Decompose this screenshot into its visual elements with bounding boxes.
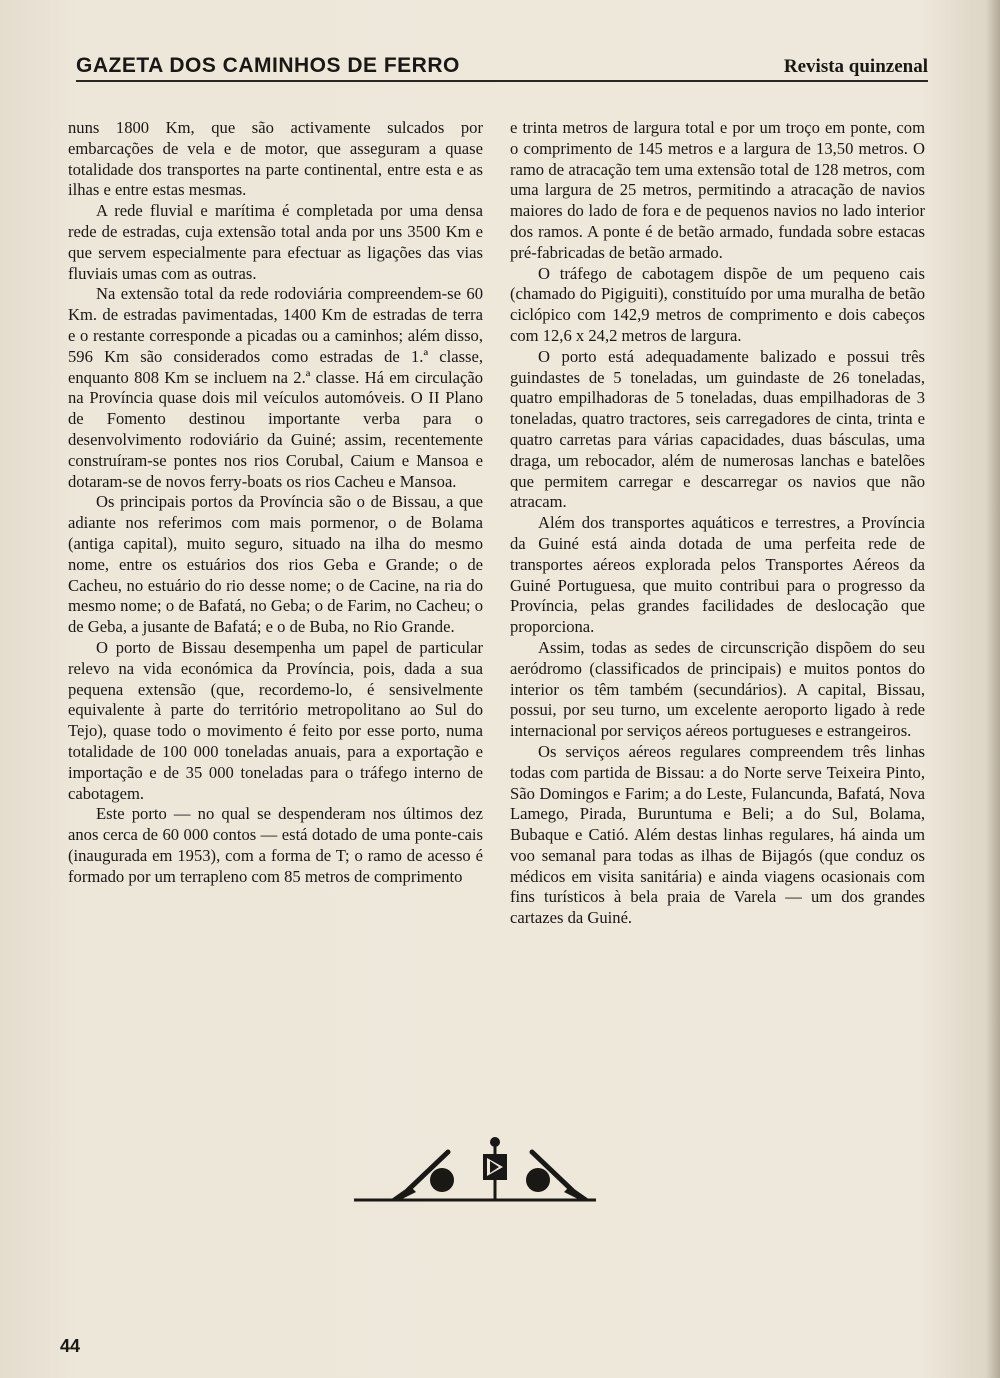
paragraph: Este porto — no qual se despenderam nos últimos dez anos cerca de 60 000 contos — está dotado de uma ponte-cais (inaugurada em 1953), com a forma de T; o ramo de acesso é formado por um terrapleno com 85 metros de comprimento (68, 804, 483, 886)
paragraph: Os principais portos da Província são o de Bissau, a que adiante nos referimos com mais pormenor, o de Bolama (antiga capital), muito seguro, situado na ilha do mesmo nome, entre os estuários dos rios Geba e Grande; o de Cacheu, no estuário do rio desse nome; o de Cacine, na ria do mesmo nome; o de Bafatá, no Geba; o de Farim, no Cacheu; o de Geba, a jusante de Bafatá; e o de Buba, no Rio Grande. (68, 492, 483, 637)
paragraph: Na extensão total da rede rodoviária compreendem-se 60 Km. de estradas pavimentadas, 1400 Km de estradas de terra e o restante corresponde a picadas ou a caminhos; além disso, 596 Km são considerados como estradas de 1.ª classe, enquanto 808 Km se incluem na 2.ª classe. Há em circulação na Província quase dois mil veículos automóveis. O II Plano de Fomento destinou importante verba para o desenvolvimento rodoviário da Guiné; assim, recentemente construíram-se pontes nos rios Corubal, Caium e Mansoa e dotaram-se de novos ferry-boats os rios Cacheu e Mansoa. (68, 284, 483, 491)
right-column (510, 118, 925, 929)
paragraph: Além dos transportes aquáticos e terrestres, a Província da Guiné está ainda dotada de uma perfeita rede de transportes aéreos explorada pelos Transportes Aéreos da Guiné Portuguesa, que muito contribui para o progresso da Província, pelas grandes facilidades de deslocação que proporciona. (510, 513, 925, 637)
paragraph: nuns 1800 Km, que são activamente sulcados por embarcações de vela e de motor, que asseguram a quase totalidade dos transportes na parte continental, entre esta e as ilhas e entre estas mesmas. (68, 118, 483, 200)
paragraph: Os serviços aéreos regulares compreendem três linhas todas com partida de Bissau: a do Norte serve Teixeira Pinto, São Domingos e Farim; a do Leste, Fulancunda, Bafatá, Nova Lamego, Pirada, Buruntuma e Beli; a do Sul, Bolama, Bubaque e Catió. Além destas linhas regulares, há ainda um voo semanal para todas as ilhas de Bijagós (que conduz os médicos em visita sanitária) e ainda viagens ocasionais com fins turísticos à bela praia de Varela — um dos grandes cartazes da Guiné. (510, 741, 925, 928)
paragraph: O tráfego de cabotagem dispõe de um pequeno cais (chamado do Pigiguiti), constituído por uma muralha de betão ciclópico com 142,9 metros de comprimento e dois cabeços com 12,6 x 24,2 metros de largura. (510, 263, 925, 345)
publication-title: GAZETA DOS CAMINHOS DE FERRO (76, 54, 460, 77)
page-number: 44 (60, 1336, 81, 1356)
paragraph: A rede fluvial e marítima é completada por uma densa rede de estradas, cuja extensão total anda por uns 3500 Km e que servem especialmente para efectuar as ligações das vias fluviais umas com as outras. (68, 201, 483, 283)
paragraph: O porto de Bissau desempenha um papel de particular relevo na vida económica da Província, pois, dada a sua pequena extensão (que, recordemo-lo, é sensivelmente equivalente à parte do território metropolitano ao Sul do Tejo), quase todo o movimento é feito por esse porto, numa totalidade de 100 000 toneladas anuais, para a exportação e importação e de 35 000 toneladas para o tráfego interno de cabotagem. (68, 637, 483, 803)
paragraph: O porto está adequadamente balizado e possui três guindastes de 5 toneladas, um guindaste de 26 toneladas, quatro empilhadoras de 5 toneladas, duas empilhadoras de 3 toneladas, quatro tractores, seis carregadores de cinta, trinta e quatro carretas para várias capacidades, duas básculas, uma draga, um rebocador, além de numerosas lanchas e batelões que permitem carregar e descarregar os navios que não atracam. (510, 346, 925, 512)
paragraph: Assim, todas as sedes de circunscrição dispõem do seu aeródromo (classificados de principais) e muitos pontos do interior os têm também (secundários). A capital, Bissau, possui, por seu turno, um excelente aeroporto ligado à rede internacional por serviços aéreos portugueses e estrangeiros. (510, 637, 925, 741)
paragraph: e trinta metros de largura total e por um troço em ponte, com o comprimento de 145 metros e a largura de 13,50 metros. O ramo de atracação tem uma extensão total de 128 metros, com uma largura de 25 metros, permitindo a atracação de navios maiores do lado de fora e de pequenos navios no lado interior dos ramos. A ponte é de betão armado, fundada sobre estacas pré-fabricadas de betão armado. (510, 118, 925, 262)
page-edge-shadow (986, 0, 1000, 1378)
left-column (68, 118, 483, 887)
publication-subtitle: Revista quinzenal (783, 56, 928, 77)
page-header (76, 50, 928, 82)
railway-signal-ornament (350, 1124, 600, 1210)
